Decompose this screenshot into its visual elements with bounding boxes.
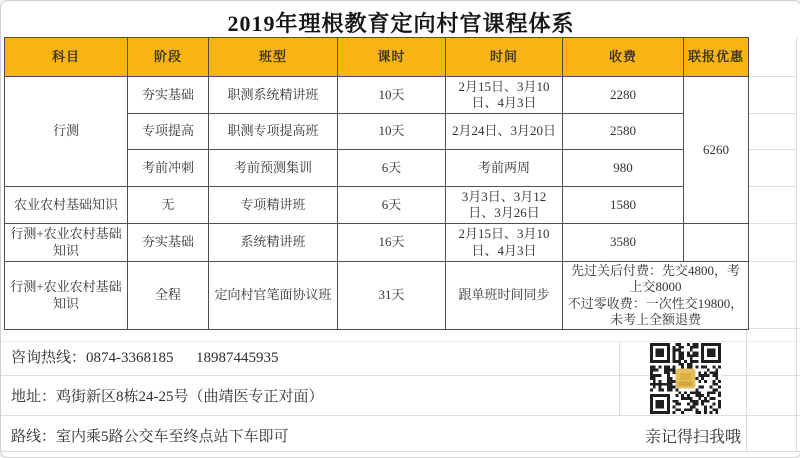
cell-stage: 专项提高 bbox=[128, 114, 209, 150]
gridline bbox=[748, 113, 796, 114]
cell-fee: 3580 bbox=[563, 224, 684, 262]
col-header-stage: 阶段 bbox=[128, 38, 209, 77]
cell-class-type: 考前预测集训 bbox=[209, 150, 338, 187]
course-table bbox=[4, 37, 749, 330]
col-header-combo: 联报优惠 bbox=[684, 38, 749, 77]
cell-fee: 980 bbox=[563, 150, 684, 187]
cell-hours: 31天 bbox=[338, 262, 446, 330]
gridline bbox=[1, 341, 800, 342]
cell-subject: 行测 bbox=[5, 77, 128, 187]
cell-class-type: 职测系统精讲班 bbox=[209, 77, 338, 114]
cell-time: 3月3日、3月12日、3月26日 bbox=[446, 187, 563, 224]
col-header-class: 班型 bbox=[209, 38, 338, 77]
cell-subject: 行测+农业农村基础知识 bbox=[5, 262, 128, 330]
cell-class-type: 系统精讲班 bbox=[209, 224, 338, 262]
cell-hours: 16天 bbox=[338, 224, 446, 262]
cell-class-type: 专项精讲班 bbox=[209, 187, 338, 224]
qr-caption: 亲记得扫我哦 bbox=[644, 429, 741, 446]
cell-combo-empty bbox=[684, 224, 749, 262]
col-header-hours: 课时 bbox=[338, 38, 446, 77]
route-text: 路线：室内乘5路公交车至终点站下车即可 bbox=[11, 429, 289, 445]
gridline bbox=[748, 223, 796, 224]
table-row bbox=[5, 77, 749, 114]
gridline bbox=[796, 37, 797, 451]
cell-time: 2月15日、3月10日、4月3日 bbox=[446, 224, 563, 262]
cell-stage: 全程 bbox=[128, 262, 209, 330]
fee-terms-line: 不过零收费：一次性交19800，未考上全额退费 bbox=[567, 295, 744, 327]
cell-fee: 2580 bbox=[563, 114, 684, 150]
cell-time: 2月15日、3月10日、4月3日 bbox=[446, 77, 563, 114]
page-title: 2019年理根教育定向村官课程体系 bbox=[227, 11, 575, 36]
col-header-fee: 收费 bbox=[563, 38, 684, 77]
cell-time: 跟单班时间同步 bbox=[446, 262, 563, 330]
cell-hours: 6天 bbox=[338, 187, 446, 224]
cell-stage: 夯实基础 bbox=[128, 77, 209, 114]
cell-hours: 10天 bbox=[338, 114, 446, 150]
cell-combo-discount: 6260 bbox=[684, 77, 749, 224]
cell-stage: 夯实基础 bbox=[128, 224, 209, 262]
fee-terms-line: 先过关后付费：先交4800，考上交8000 bbox=[570, 263, 740, 295]
cell-fee-terms bbox=[563, 262, 749, 330]
cell-hours: 10天 bbox=[338, 77, 446, 114]
cell-time: 考前两周 bbox=[446, 150, 563, 187]
gridline bbox=[619, 341, 620, 415]
gridline bbox=[1, 415, 800, 416]
address-text: 地址：鸡街新区8栋24-25号（曲靖医专正对面） bbox=[11, 389, 324, 405]
table-row bbox=[5, 262, 749, 330]
gridline bbox=[748, 328, 800, 329]
gridline bbox=[748, 76, 796, 77]
cell-subject: 农业农村基础知识 bbox=[5, 187, 128, 224]
table-header-row bbox=[5, 38, 749, 77]
qr-code-icon bbox=[649, 343, 722, 414]
cell-subject: 行测+农业农村基础知识 bbox=[5, 224, 128, 262]
gridline bbox=[748, 186, 796, 187]
cell-class-type: 职测专项提高班 bbox=[209, 114, 338, 150]
cell-fee: 1580 bbox=[563, 187, 684, 224]
hotline-text: 咨询热线：0874-3368185 18987445935 bbox=[11, 350, 279, 366]
cell-stage: 考前冲刺 bbox=[128, 150, 209, 187]
cell-class-type: 定向村官笔面协议班 bbox=[209, 262, 338, 330]
table-row bbox=[5, 224, 749, 262]
col-header-subject: 科目 bbox=[5, 38, 128, 77]
col-header-time: 时间 bbox=[446, 38, 563, 77]
gridline bbox=[748, 261, 796, 262]
gridline bbox=[1, 451, 800, 452]
cell-stage: 无 bbox=[128, 187, 209, 224]
cell-fee: 2280 bbox=[563, 77, 684, 114]
gridline bbox=[748, 149, 796, 150]
cell-time: 2月24日、3月20日 bbox=[446, 114, 563, 150]
cell-hours: 6天 bbox=[338, 150, 446, 187]
table-row bbox=[5, 187, 749, 224]
